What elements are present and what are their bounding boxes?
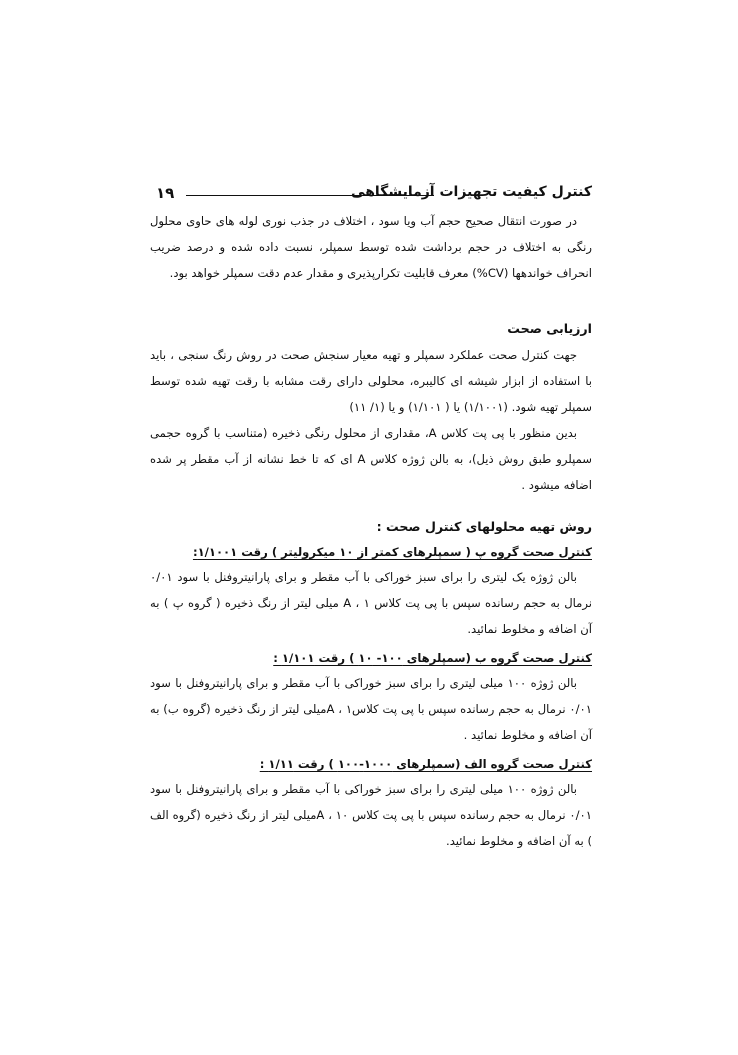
- control-solutions-heading: روش تهیه محلولهای کنترل صحت :: [376, 519, 592, 534]
- accuracy-paragraph-1: جهت کنترل صحت عملکرد سمپلر و تهیه معیار سنجش صحت در روش رنگ سنجی ، باید با استفاده از ابزار شیشه ای کالیبره، محلولی دارای رقت مشابه با رقت تهیه شده توسط سمپلر تهیه شود. (۱/۱۰۰۱) یا ( ۱/۱۰۱) و یا (۱/ ۱۱): [150, 348, 592, 414]
- group-b-paragraph: بالن ژوژه ۱۰۰ میلی لیتری را برای سبز خوراکی با آب مقطر و برای پارانیتروفنل با سود ۰/۰۱ نرمال به حجم رسانده سپس با پی پت کلاسA ، ۱میلی لیتر از رنگ ذخیره (گروه ب) به آن اضافه و مخلوط نمائید .: [150, 676, 592, 742]
- group-p-paragraph: بالن ژوژه یک لیتری را برای سبز خوراکی با آب مقطر و برای پارانیتروفنل با سود ۰/۰۱ نرمال به حجم رسانده سپس با پی پت کلاس A ، ۱ میلی لیتر از رنگ ذخیره ( گروه پ ) به آن اضافه و مخلوط نمائید.: [150, 570, 593, 636]
- accuracy-heading: ارزیابی صحت: [507, 321, 592, 336]
- group-b-heading: کنترل صحت گروه ب (سمپلرهای ۱۰۰- ۱۰ ) رقت ۱/۱۰۱ :: [273, 651, 592, 665]
- group-alef-heading: کنترل صحت گروه الف (سمپلرهای ۱۰۰۰-۱۰۰ ) رقت ۱/۱۱ :: [259, 757, 592, 771]
- group-p-heading: کنترل صحت گروه پ ( سمپلرهای کمتر از ۱۰ میکرولیتر ) رقت ۱/۱۰۰۱:: [192, 545, 592, 559]
- accuracy-paragraph-2: بدین منظور با پی پت کلاس A، مقداری از محلول رنگی ذخیره (متناسب با گروه حجمی سمپلرو طبق روش ذیل)، به بالن ژوژه کلاس A ای که تا خط نشانه از آب مقطر پر شده اضافه میشود .: [150, 426, 592, 492]
- group-alef-paragraph: بالن ژوژه ۱۰۰ میلی لیتری را برای سبز خوراکی با آب مقطر و برای پارانیتروفنل با سود ۰/۰۱ نرمال به حجم رسانده سپس با پی پت کلاس A ، ۱۰میلی لیتر از رنگ ذخیره (گروه الف ) به آن اضافه و مخلوط نمائید.: [150, 782, 593, 848]
- page-number: ۱۹: [156, 184, 175, 202]
- running-title: کنترل کیفیت تجهیزات آزمایشگاهی: [351, 184, 592, 200]
- page-content: [150, 208, 592, 854]
- intro-paragraph: در صورت انتقال صحیح حجم آب ویا سود ، اختلاف در جذب نوری لوله های حاوی محلول رنگی به اختلاف در حجم برداشت شده توسط سمپلر، نسبت داده شده و درصد ضریب انحراف خواندهها (CV%) معرف قابلیت تکرارپذیری و مقدار عدم دقت سمپلر خواهد بود.: [150, 214, 592, 280]
- page-header: [150, 182, 592, 208]
